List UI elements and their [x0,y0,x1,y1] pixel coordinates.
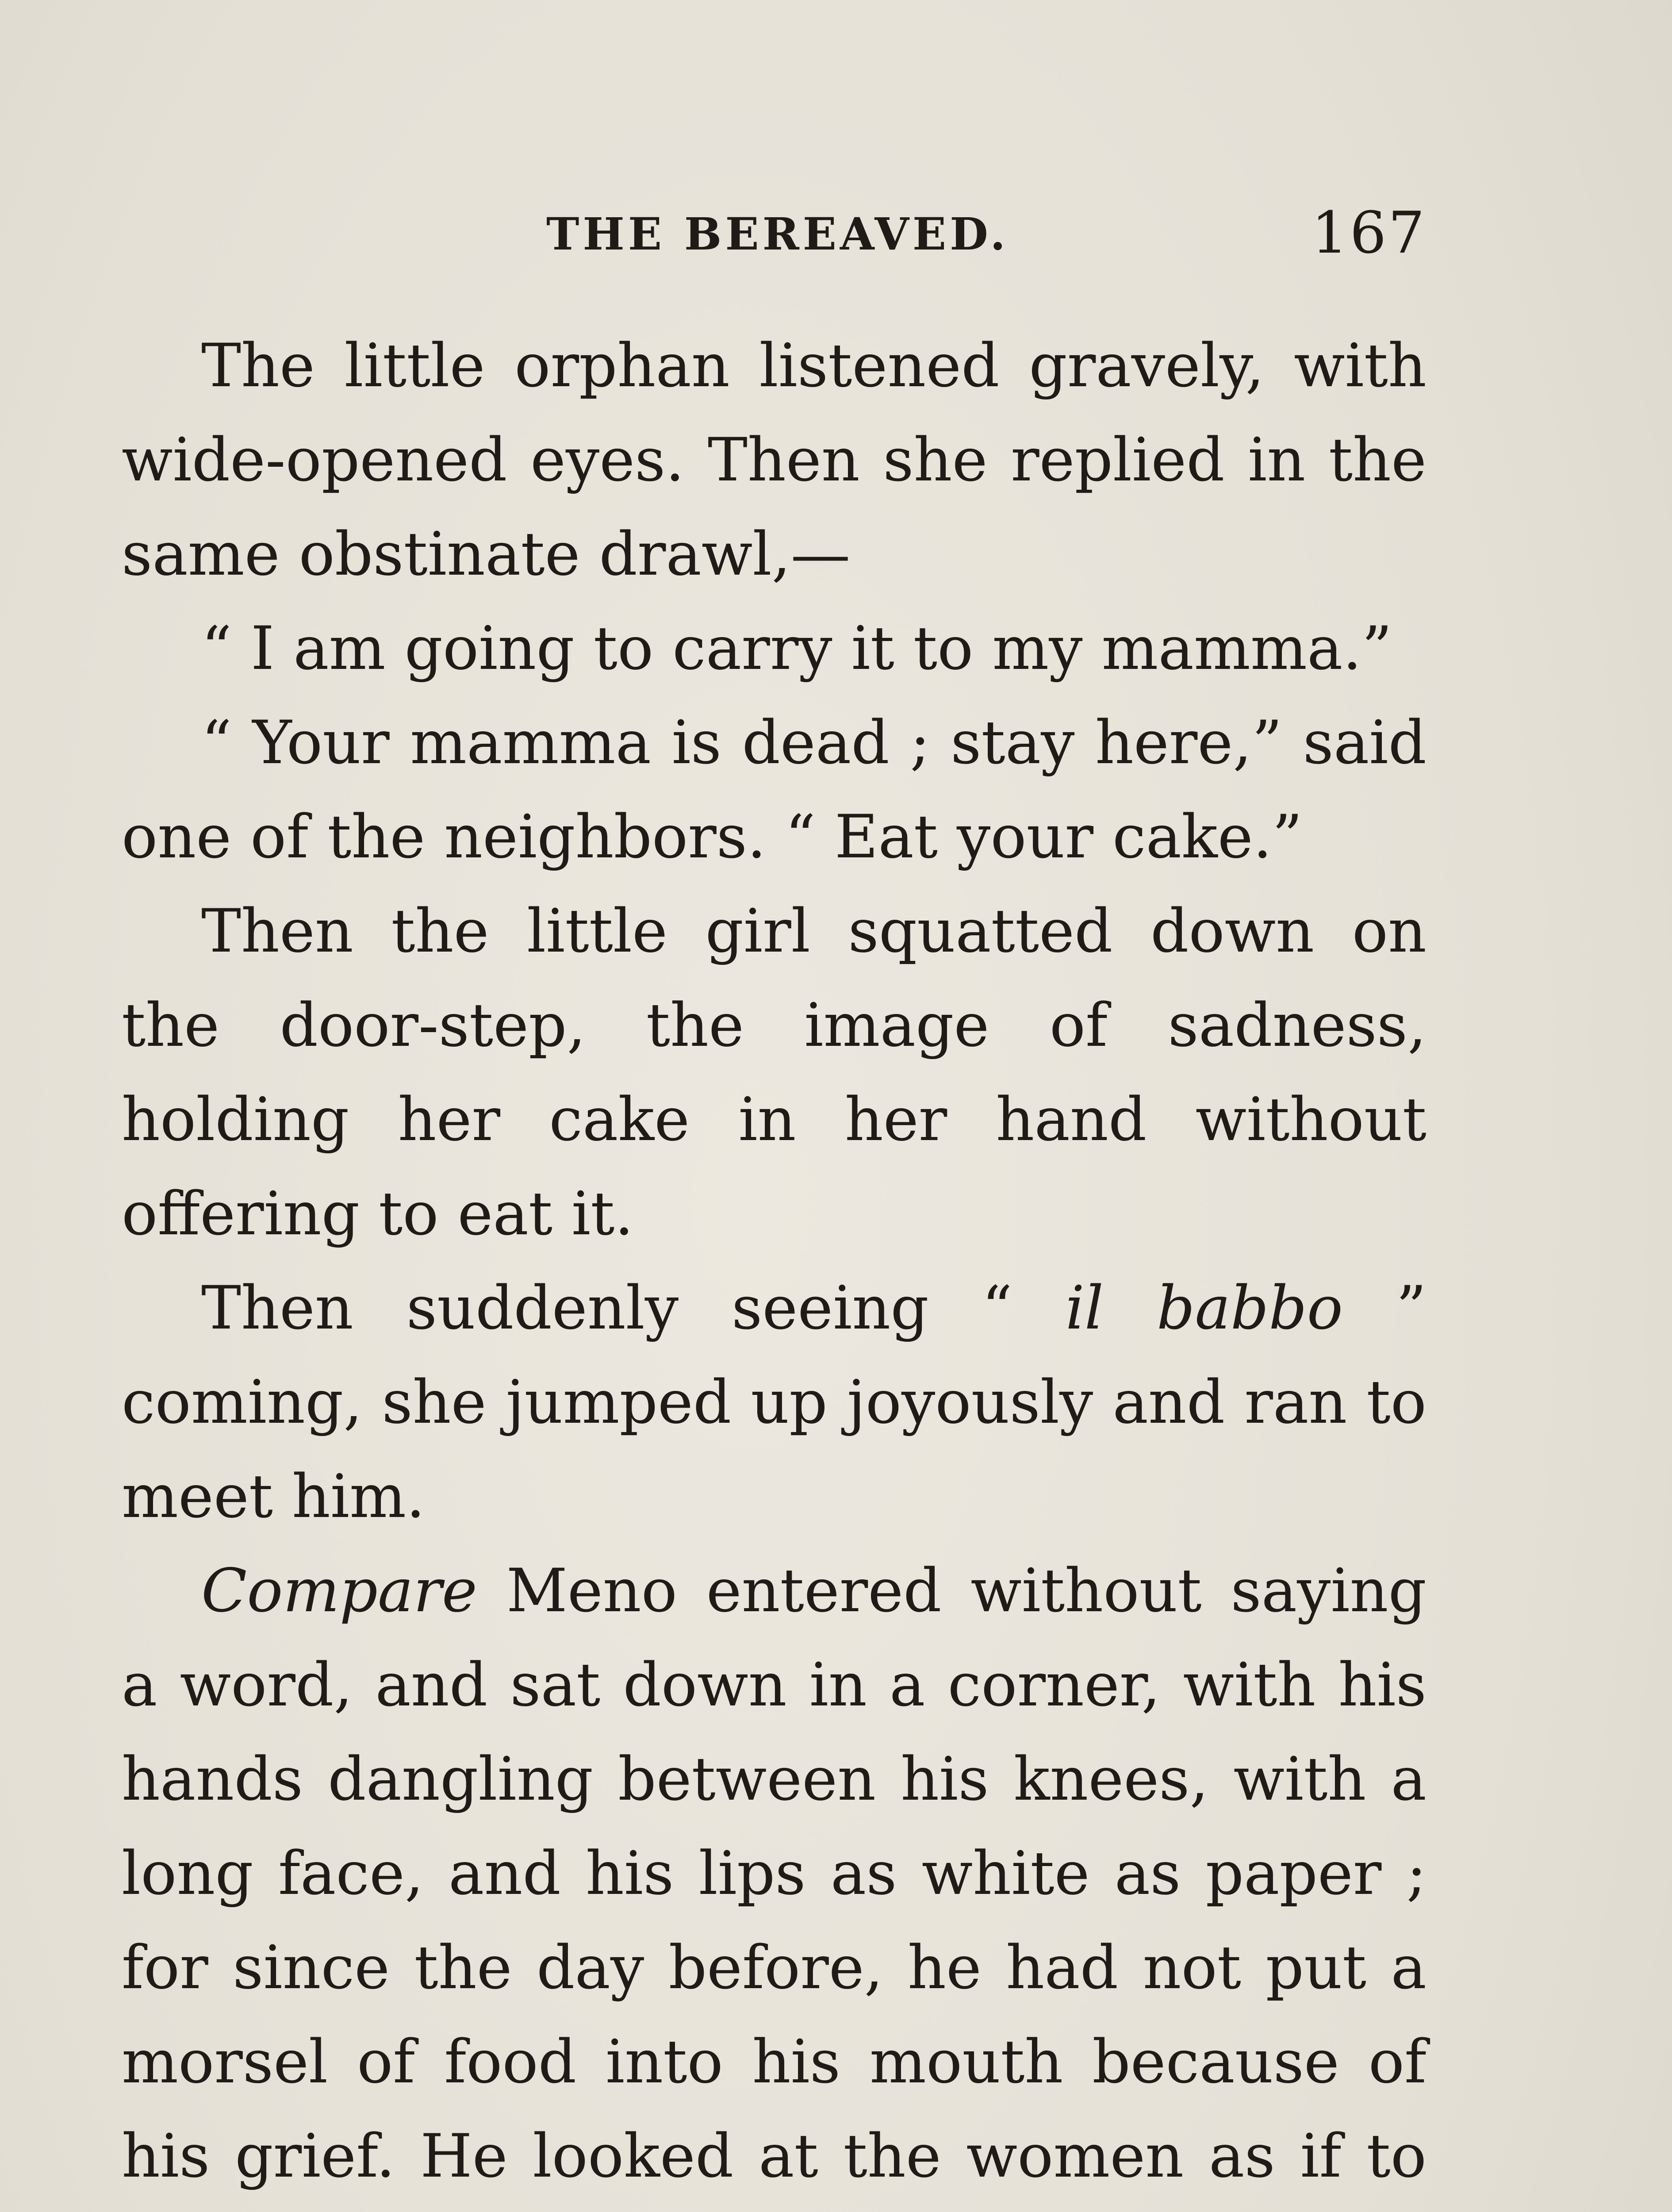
text-run: Then the little girl squatted down on the door-step, the image of sadness, holding her cake in her hand without offering to eat it. [122,896,1427,1248]
page-number: 167 [1311,199,1427,266]
paragraph [122,884,1427,1261]
text-run: Then suddenly seeing “ [201,1273,1066,1343]
paragraph [122,319,1427,601]
page-header [122,199,1427,265]
text-run: ” coming, she jumped up joyously and ran to meet him. [122,1273,1427,1531]
paragraph [122,601,1427,695]
italic-run: Compare [201,1556,477,1625]
italic-run: il babbo [1065,1273,1343,1343]
paragraph [122,695,1427,884]
text-run: Meno entered without saying a word, and sat down in a corner, with his hands dangling between his knees, with a long face, and his lips as white as paper ; for since the day before, he had not put a morsel of food into his mouth because of his grief. He looked at the women as if to [122,1556,1427,2191]
running-title: THE BEREAVED. [546,208,1009,260]
paragraph [122,1261,1427,1544]
text-run: The little orphan listened gravely, with wide-opened eyes. Then she replied in the same obstinate drawl,— [122,331,1427,589]
text-run: “ Your mamma is dead ; stay here,” said one of the neighbors. “ Eat your cake.” [122,708,1427,872]
body-text [122,319,1427,2212]
text-run: “ I am going to carry it to my mamma.” [201,614,1392,683]
paragraph [122,1544,1427,2212]
